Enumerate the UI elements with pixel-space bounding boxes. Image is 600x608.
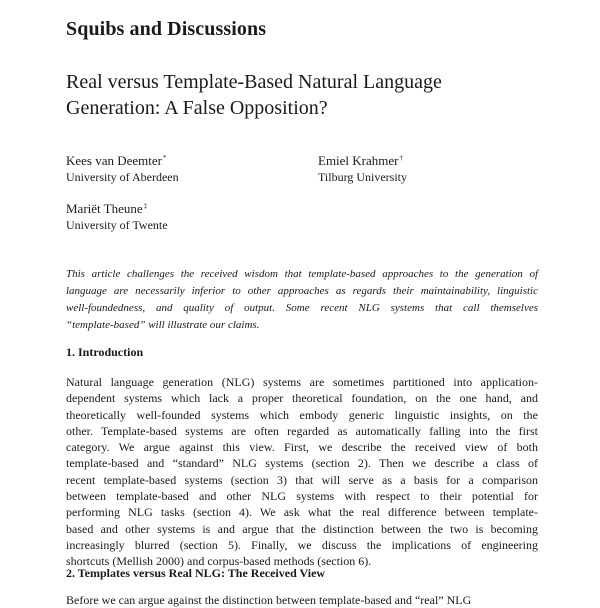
abstract-line: This article challenges the received wisdom that template-based approaches to the generation of <box>66 268 538 280</box>
footnote-mark: ‡ <box>143 202 148 210</box>
paragraph-line-cut: Before we can argue against the distinction between template-based and “real” NLG <box>66 593 472 607</box>
author-block <box>318 150 407 185</box>
paragraph-line: recent template-based systems (section 3) that will serve as a basis for a comparison <box>66 472 538 487</box>
paragraph-line: increasingly blurred (section 5). Finally, we discuss the implications of engineering <box>66 537 538 552</box>
section-kicker: Squibs and Discussions <box>66 18 267 40</box>
paragraph-line: theoretically well-founded systems which embody generic linguistic insights, on the <box>66 407 538 422</box>
abstract-line: language are necessarily inferior to other approaches as regards their maintainability, linguistic <box>66 285 538 297</box>
paragraph-line: dependent systems which lack a proper theoretical foundation, on the one hand, and <box>66 391 538 406</box>
title-line: Generation: A False Opposition? <box>66 97 328 119</box>
paragraph-line: performing NLG tasks (section 4). We ask what the real difference between template- <box>66 505 538 520</box>
paragraph-line: other. Template-based systems are often regarded as automatically falling into the first <box>66 423 538 438</box>
author-name: Kees van Deemter* <box>66 153 167 168</box>
author-name: Mariët Theune‡ <box>66 201 148 216</box>
author-name: Emiel Krahmer† <box>318 153 403 168</box>
author-affiliation: University of Twente <box>66 218 168 232</box>
paper-title <box>66 69 546 121</box>
section-heading-introduction: 1. Introduction <box>66 345 144 359</box>
section-heading-templates: 2. Templates versus Real NLG: The Received View <box>66 566 326 580</box>
paragraph-line: between template-based and other NLG systems with respect to their potential for <box>66 489 538 504</box>
author-block <box>66 198 168 233</box>
footnote-mark: * <box>163 154 167 162</box>
author-affiliation: Tilburg University <box>318 170 408 184</box>
introduction-paragraph <box>66 374 538 570</box>
abstract-line: “template-based” will illustrate our claims. <box>66 319 260 331</box>
paragraph-line: based and other systems is and argue that the distinction between the two is becoming <box>66 521 538 536</box>
paragraph-line: category. We argue against this view. First, we describe the received view of both <box>66 440 538 455</box>
paragraph-line: template-based and “standard” NLG systems (section 2). Then we describe a class of <box>66 456 538 471</box>
paragraph-line: shortcuts (Mellish 2000) and corpus-based methods (section 6). <box>66 554 372 569</box>
abstract-line: well-foundedness, and quality of output. Some recent NLG systems that call themselves <box>66 302 538 314</box>
paragraph-line: Natural language generation (NLG) systems are sometimes partitioned into application- <box>66 375 538 389</box>
title-line: Real versus Template-Based Natural Language <box>66 71 442 93</box>
footnote-mark: † <box>399 154 403 162</box>
abstract <box>66 266 538 334</box>
author-affiliation: University of Aberdeen <box>66 170 179 184</box>
author-block <box>66 150 179 185</box>
